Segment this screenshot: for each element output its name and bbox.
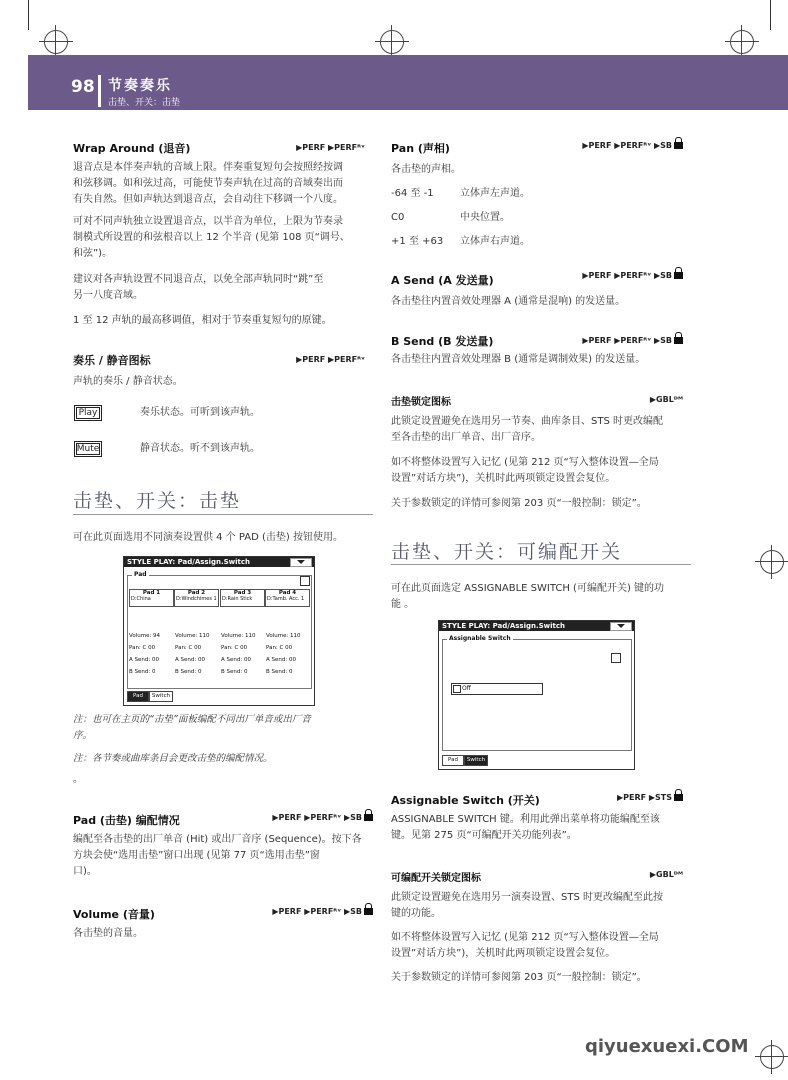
pad-2-volume[interactable]: Volume: 110 [175,633,210,639]
section-title-switch: 击垫、开关：可编配开关 [391,541,623,563]
section-intro-pad: 可在此页面选用不同演奏设置供 4 个 PAD (击垫) 按钮使用。 [73,532,343,543]
pan-row-key: -64 至 -1 [391,188,434,199]
pad-lock-heading: 击垫锁定图标 [391,397,451,408]
pad-3-bsend[interactable]: B Send: 0 [221,669,248,675]
pan-heading: Pan (声相) [391,142,450,155]
screen-title: STYLE PLAY: Pad/Assign.Switch [124,557,314,567]
pad-1-pan[interactable]: Pan: C 00 [129,645,156,651]
switch-lock-text: 如不将整体设置写入记忆 (见第 212 页“写入整体设置—全局 设置”对话方块”)，关机时此两项锁定设置会复位。 [391,932,659,959]
a-send-text: 各击垫往内置音效处理器 A (通常是混响) 的发送量。 [391,296,626,307]
tab-switch[interactable]: Switch [149,691,173,702]
volume-tag: ▶PERF ▶PERFᴿᵛ ▶SB [255,907,373,916]
pad-lock-tag: ▶GBLᴰᴹ [649,395,683,404]
tab-pad[interactable]: Pad [127,691,149,702]
volume-text: 各击垫的音量。 [73,928,143,939]
site-watermark: qiyuexuexi.COM [585,1036,749,1057]
assignable-switch-frame-label: Assignable Switch [449,635,511,642]
assignable-switch-frame [442,635,632,751]
play-desc: 奏乐状态。可听到该声轨。 [140,407,260,418]
pad-lock-text: 此锁定设置避免在选用另一节奏、曲库条目、STS 时更改编配 至各击垫的出厂单音、出厂音序。 [391,416,663,443]
play-icon: Play [74,405,102,421]
switch-lock-icon[interactable] [611,653,621,663]
crop-line [770,0,771,30]
play-mute-heading: 奏乐 / 静音图标 [73,354,151,367]
wrap-around-text: 可对不同声轨独立设置退音点，以半音为单位，上限为节奏录 制模式所设置的和弦根音以上 12 个半音 (见第 108 页“调号、 和弦”)。 [73,216,350,259]
pad-3-pan[interactable]: Pan: C 00 [221,645,248,651]
wrap-around-text: 建议对各声轨设置不同退音点，以免全部声轨同时“跳”至 另一八度音域。 [73,274,324,301]
section-rule [73,514,373,515]
switch-lock-tag: ▶GBLᴰᴹ [649,870,683,879]
pad-1-volume[interactable]: Volume: 94 [129,633,161,639]
pad-3-volume[interactable]: Volume: 110 [221,633,256,639]
pad-2-pan[interactable]: Pan: C 00 [175,645,202,651]
pad-frame-label: Pad [134,571,147,578]
registration-mark [760,1045,784,1069]
pad-1-bsend[interactable]: B Send: 0 [129,669,156,675]
pan-row-value: 立体声左声道。 [460,188,530,199]
pad-4-volume[interactable]: Volume: 110 [266,633,301,639]
assignable-switch-popup[interactable]: Off [451,683,543,695]
pad-2-bsend[interactable]: B Send: 0 [175,669,202,675]
pan-row-value: 中央位置。 [460,212,510,223]
a-send-heading: A Send (A 发送量) [391,274,494,287]
mute-desc: 静音状态。听不到该声轨。 [140,443,260,454]
play-mute-intro: 声轨的奏乐 / 静音状态。 [73,376,183,387]
lock-icon [674,794,683,801]
screen-menu-dropdown[interactable] [610,622,632,631]
section-rule [391,564,691,565]
switch-lock-text: 关于参数锁定的详情可参阅第 203 页“一般控制：锁定”。 [391,972,647,983]
pad-4-slot[interactable]: Pad 4 D:Tamb. Acc. 1 [265,589,310,607]
switch-screen [438,620,635,770]
registration-mark [44,30,68,54]
assignable-switch-tag: ▶PERF ▶STS [600,793,683,802]
pad-screen [123,556,315,706]
chapter-title: 节奏奏乐 [108,78,172,94]
lock-icon [364,814,373,821]
b-send-heading: B Send (B 发送量) [391,335,494,348]
pad-lock-text: 关于参数锁定的详情可参阅第 203 页“一般控制：锁定”。 [391,498,647,509]
chapter-subtitle: 击垫、开关：击垫 [108,98,181,108]
section-title-pad: 击垫、开关：击垫 [73,490,242,512]
lock-icon [674,337,683,344]
pad-assign-heading: Pad (击垫) 编配情况 [73,814,180,827]
stray-mark: 。 [73,774,83,785]
section-intro-switch: 可在此页面选定 ASSIGNABLE SWITCH (可编配开关) 键的功 能 。 [391,583,665,610]
pad-4-asend[interactable]: A Send: 00 [266,657,296,663]
pan-row-key: C0 [391,212,405,223]
pad-4-bsend[interactable]: B Send: 0 [266,669,293,675]
note-style-changes: 注：各节奏或曲库条目会更改击垫的编配情况。 [73,753,273,764]
registration-mark [730,30,754,54]
lock-icon [364,908,373,915]
play-mute-tag: ▶PERF ▶PERFᴿᵛ [296,355,365,364]
pan-row-value: 立体声右声道。 [460,236,530,247]
pan-row-key: +1 至 +63 [391,236,444,247]
lock-icon [674,272,683,279]
screen-title: STYLE PLAY: Pad/Assign.Switch [439,621,634,631]
pad-2-asend[interactable]: A Send: 00 [175,657,205,663]
pad-assign-text: 编配至各击垫的出厂单音 (Hit) 或出厂音序 (Sequence)。按下各 方块会使“选用击垫”窗口出现 (见第 77 页“选用击垫”窗 口)。 [73,834,362,877]
note-pad-assign: 注：也可在主页的“击垫”面板编配不同出厂单音或出厂音 序。 [73,714,311,741]
assignable-switch-text: ASSIGNABLE SWITCH 键。利用此弹出菜单将功能编配至该 键。见第 275 页“可编配开关功能列表”。 [391,814,660,841]
pan-tag: ▶PERF ▶PERFᴿᵛ ▶SB [565,141,683,150]
wrap-around-heading: Wrap Around (退音) [73,142,191,155]
pad-assign-tag: ▶PERF ▶PERFᴿᵛ ▶SB [255,813,373,822]
b-send-text: 各击垫往内置音效处理器 B (通常是调制效果) 的发送量。 [391,354,646,365]
registration-mark [380,30,404,54]
header-divider [98,75,101,107]
b-send-tag: ▶PERF ▶PERFᴿᵛ ▶SB [565,336,683,345]
volume-heading: Volume (音量) [73,908,155,921]
pad-lock-text: 如不将整体设置写入记忆 (见第 212 页“写入整体设置—全局 设置”对话方块”)，关机时此两项锁定设置会复位。 [391,457,659,484]
switch-lock-heading: 可编配开关锁定图标 [391,873,481,884]
page-header [28,55,788,110]
assignable-switch-heading: Assignable Switch (开关) [391,794,540,807]
a-send-tag: ▶PERF ▶PERFᴿᵛ ▶SB [565,271,683,280]
wrap-around-text: 1 至 12 声轨的最高移调值，相对于节奏重复短句的原键。 [73,315,332,326]
pad-2-slot[interactable]: Pad 2 D:Windchimes 1 [174,589,219,607]
popup-arrow-icon [453,685,461,693]
switch-lock-text: 此锁定设置避免在选用另一演奏设置、STS 时更改编配至此按 键的功能。 [391,892,663,919]
pad-3-slot[interactable]: Pad 3 D:Rain Stick [220,589,265,607]
pan-text: 各击垫的声相。 [391,164,461,175]
page-number: 98 [71,77,95,97]
pad-1-slot[interactable]: Pad 1 D:China [129,589,174,607]
crop-line [28,0,29,30]
pad-4-pan[interactable]: Pan: C 00 [266,645,293,651]
wrap-around-tag: ▶PERF ▶PERFᴿᵛ [296,143,365,152]
tab-switch[interactable]: Switch [464,755,488,766]
pad-lock-icon[interactable] [300,576,310,586]
tab-pad[interactable]: Pad [442,755,464,766]
lock-icon [674,142,683,149]
pad-1-asend[interactable]: A Send: 00 [129,657,159,663]
screen-menu-dropdown[interactable] [290,558,312,567]
wrap-around-text: 退音点是本伴奏声轨的音域上限。伴奏重复短句会按照经按调 和弦移调。如和弦过高，可能使节奏声轨在过高的音域奏出而 有失自然。但如声轨达到退音点，会自动往下移调一个八度。 [73,162,343,205]
pad-3-asend[interactable]: A Send: 00 [221,657,251,663]
mute-icon: Mute [74,441,102,457]
registration-mark [760,550,784,574]
